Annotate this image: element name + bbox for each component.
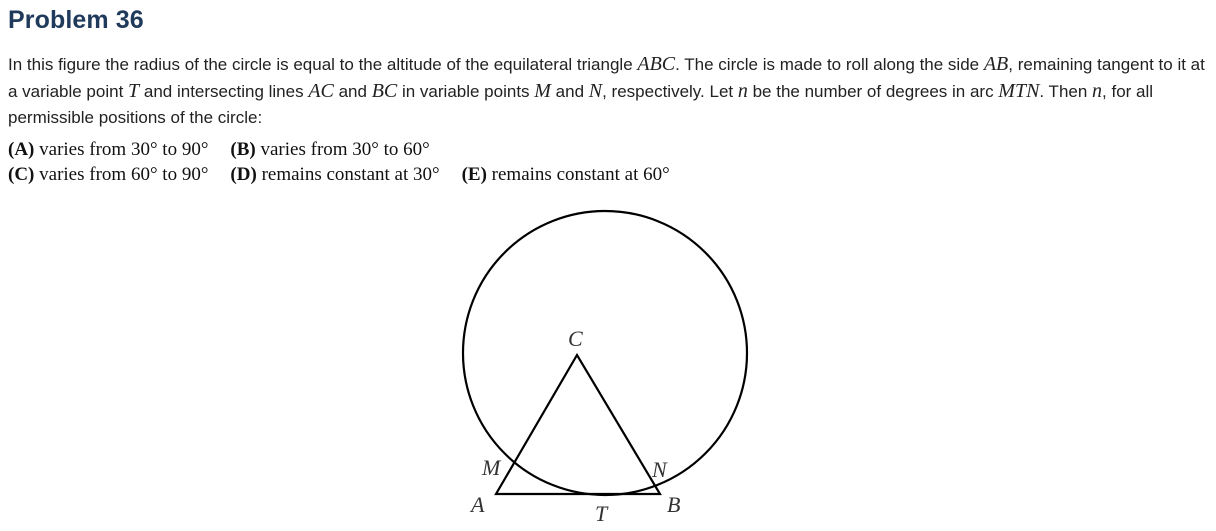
math-mtn: MTN <box>998 80 1040 102</box>
equilateral-triangle <box>496 355 660 494</box>
math-abc: ABC <box>637 53 676 75</box>
math-t: T <box>128 80 140 102</box>
math-n: N <box>588 80 603 102</box>
choice-text: remains constant at 60° <box>491 164 670 185</box>
statement-text: In this figure the radius of the circle is equal to the altitude of the equilateral triangle <box>8 55 638 74</box>
choice-text: remains constant at 30° <box>261 164 440 185</box>
choice-letter: (B) <box>230 139 256 160</box>
label-a: A <box>471 492 485 517</box>
choice-text: varies from 30° to 90° <box>39 139 209 160</box>
choices-row-2 <box>8 162 1208 187</box>
statement-text: . The circle is made to roll along the side <box>675 55 984 74</box>
choices-row-1 <box>8 137 1208 162</box>
choice-d[interactable] <box>230 162 439 187</box>
choice-letter: (C) <box>8 164 35 185</box>
rolling-circle <box>463 211 747 495</box>
statement-text: be the number of degrees in arc <box>747 82 999 101</box>
choice-text: varies from 30° to 60° <box>260 139 430 160</box>
statement-text: and <box>550 82 589 101</box>
statement-text: in variable points <box>397 82 535 101</box>
problem-statement <box>8 51 1206 131</box>
label-m: M <box>482 455 501 480</box>
statement-text: and intersecting lines <box>139 82 309 101</box>
label-c: C <box>568 326 583 351</box>
choice-a[interactable] <box>8 137 208 162</box>
choice-e[interactable] <box>462 162 670 187</box>
choice-letter: (A) <box>8 139 35 160</box>
statement-text: , respectively. Let <box>602 82 738 101</box>
math-bc: BC <box>371 80 398 102</box>
problem-title: Problem 36 <box>8 6 144 34</box>
label-n: N <box>652 457 667 482</box>
statement-text: and <box>333 82 372 101</box>
math-m: M <box>534 80 551 102</box>
choice-c[interactable] <box>8 162 208 187</box>
label-b: B <box>667 492 681 517</box>
math-n-var: n <box>1092 80 1103 102</box>
choice-text: varies from 60° to 90° <box>39 164 209 185</box>
choice-letter: (D) <box>230 164 257 185</box>
statement-text: , for all permissible positions of the circle: <box>8 82 1154 127</box>
choice-letter: (E) <box>461 164 487 185</box>
statement-text: , remaining tangent to it at a variable point <box>8 55 1205 101</box>
math-ac: AC <box>308 80 334 102</box>
math-n-var: n <box>737 80 748 102</box>
math-ab: AB <box>983 53 1009 75</box>
geometry-figure <box>455 205 755 531</box>
problem-page <box>8 0 1208 187</box>
answer-choices <box>8 137 1208 187</box>
statement-text: . Then <box>1039 82 1093 101</box>
choice-b[interactable] <box>230 137 429 162</box>
label-t: T <box>595 501 608 526</box>
